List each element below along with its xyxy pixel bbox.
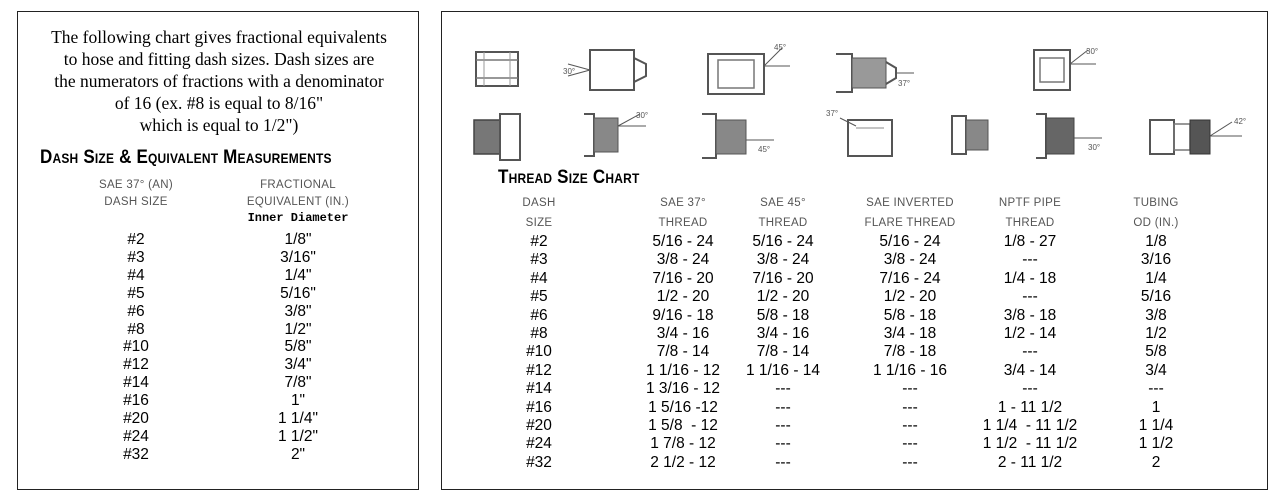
col-header-nptf: THREAD <box>1005 217 1055 229</box>
inverted-flare-37-icon <box>826 104 906 164</box>
tubing-cell: 1 1/2 <box>1138 435 1174 453</box>
nptf-cell: 1/8 - 27 <box>1003 233 1057 250</box>
table-row <box>442 288 1267 306</box>
angle-label: 30° <box>563 67 576 76</box>
angle-label: 30° <box>636 111 649 120</box>
tubing-cell: 1/8 <box>1145 233 1167 250</box>
col-header-tubing: OD (IN.) <box>1133 217 1179 229</box>
flare-fitting-30-icon <box>560 42 650 98</box>
dash-size-cell: #3 <box>127 248 145 266</box>
nptf-cell: 3/4 - 14 <box>1003 361 1057 379</box>
tubing-cell: 1/2 <box>1145 325 1167 342</box>
sae45-cell: 5/16 - 24 <box>752 233 814 250</box>
flare-fitting-37-icon <box>832 48 922 98</box>
inverted-flare-cell: 5/8 - 18 <box>883 306 937 324</box>
dash-cell: #5 <box>530 288 548 306</box>
dash-cell: #12 <box>526 361 552 379</box>
dash-size-cell: #16 <box>123 392 149 410</box>
table-row <box>18 356 418 374</box>
nptf-cell: 1/2 - 14 <box>1003 325 1057 342</box>
intro-text <box>18 26 420 136</box>
angle-label: 30° <box>1088 143 1101 152</box>
inverted-flare-cell: 5/16 - 24 <box>879 233 941 250</box>
sae45-cell: 3/8 - 24 <box>756 251 810 269</box>
inverted-flare-cell: --- <box>902 435 918 453</box>
intro-line: which is equal to 1/2") <box>139 115 299 135</box>
col-header-dash: DASH <box>522 197 556 209</box>
table-row <box>442 417 1267 435</box>
dash-cell: #4 <box>530 269 548 287</box>
sae37-cell: 1/2 - 20 <box>656 288 710 306</box>
dash-size-cell: #20 <box>123 410 149 427</box>
tubing-cell: 1 1/4 <box>1138 417 1174 434</box>
table-row <box>18 285 418 303</box>
dash-size-panel <box>17 11 419 490</box>
sae37-cell: 2 1/2 - 12 <box>650 453 716 471</box>
col-header-fractional: FRACTIONAL <box>260 179 336 191</box>
nptf-cell: --- <box>1022 380 1038 398</box>
sae45-cell: 7/8 - 14 <box>756 343 810 361</box>
sae45-cell: --- <box>775 453 791 471</box>
col-header-sae37: SAE 37° <box>660 197 706 209</box>
angle-label: 37° <box>826 109 839 118</box>
sae45-cell: --- <box>775 435 791 453</box>
dash-cell: #2 <box>530 233 548 250</box>
male-flare-45-icon <box>698 108 780 164</box>
tubing-cell: 3/4 <box>1145 361 1167 379</box>
table-row <box>442 399 1267 417</box>
dash-size-cell: #24 <box>123 427 149 445</box>
table-row <box>18 231 418 249</box>
nptf-cell: 1 - 11 1/2 <box>997 398 1063 416</box>
nptf-cell: 3/8 - 18 <box>1003 306 1057 324</box>
table-row <box>18 392 418 410</box>
inverted-flare-cell: 7/8 - 18 <box>883 343 937 361</box>
nptf-cell: 1/4 - 18 <box>1003 269 1057 287</box>
fraction-cell: 1/8" <box>284 231 312 248</box>
tubing-cell: 3/8 <box>1145 306 1167 324</box>
dash-cell: #8 <box>530 325 548 342</box>
inverted-flare-cell: 1/2 - 20 <box>883 288 937 306</box>
col-header-equivalent: EQUIVALENT (IN.) <box>246 196 350 208</box>
sae37-cell: 3/4 - 16 <box>656 325 710 342</box>
fraction-cell: 3/8" <box>284 302 312 320</box>
table-row <box>18 410 418 428</box>
dash-cell: #32 <box>526 453 552 471</box>
inverted-flare-cell: 1 1/16 - 16 <box>872 361 948 379</box>
sae37-cell: 7/8 - 14 <box>656 343 710 361</box>
angle-label: 37° <box>898 79 911 88</box>
fraction-cell: 3/16" <box>280 248 316 266</box>
dash-cell: #16 <box>526 398 552 416</box>
nptf-cell: 1 1/4 - 11 1/2 <box>982 417 1078 434</box>
pipe-thread-fitting-icon <box>470 110 526 162</box>
col-header-dash-size: DASH SIZE <box>104 196 168 208</box>
dash-size-cell: #6 <box>127 302 145 320</box>
tubing-cell: --- <box>1148 380 1164 398</box>
col-subheader-inner-diameter: Inner Diameter <box>247 211 349 225</box>
table-row <box>442 325 1267 343</box>
inverted-flare-cell: --- <box>902 417 918 434</box>
male-flare-30-icon <box>580 104 660 164</box>
dash-size-cell: #8 <box>127 320 145 338</box>
dash-size-cell: #10 <box>123 338 149 356</box>
sae37-cell: 1 1/16 - 12 <box>645 361 721 379</box>
female-fitting-30-icon <box>1030 40 1110 96</box>
intro-line: to hose and fitting dash sizes. Dash sizes are <box>63 49 375 69</box>
table-row <box>442 270 1267 288</box>
table-row <box>18 374 418 392</box>
table-row <box>18 338 418 356</box>
dash-cell: #20 <box>526 417 552 434</box>
sae37-cell: 7/16 - 20 <box>652 269 714 287</box>
nptf-fitting-icon <box>948 112 994 158</box>
table-row <box>442 251 1267 269</box>
nptf-cell: --- <box>1022 343 1038 361</box>
sae45-cell: 1/2 - 20 <box>756 288 810 306</box>
sae37-cell: 1 7/8 - 12 <box>650 435 716 453</box>
col-header-inverted-flare: FLARE THREAD <box>864 217 956 229</box>
sae37-cell: 1 5/16 -12 <box>648 398 718 416</box>
table-row <box>18 267 418 285</box>
intro-line: The following chart gives fractional equivalents <box>51 27 387 47</box>
dash-cell: #3 <box>530 251 548 269</box>
col-header-sae45: THREAD <box>758 217 808 229</box>
col-header-dash: SIZE <box>525 217 553 229</box>
sae45-cell: 1 1/16 - 14 <box>745 361 821 379</box>
sae45-cell: 7/16 - 20 <box>752 269 814 287</box>
thread-size-panel <box>441 11 1268 490</box>
intro-line: the numerators of fractions with a denominator <box>54 71 384 91</box>
col-header-inverted-flare: SAE INVERTED <box>866 197 954 209</box>
tubing-cell: 2 <box>1151 453 1161 471</box>
col-header-sae37: THREAD <box>658 217 708 229</box>
table-row <box>18 446 418 464</box>
flare-fitting-45-icon <box>704 36 794 98</box>
dash-size-cell: #5 <box>127 284 145 302</box>
female-fitting-icon <box>472 46 522 92</box>
fraction-cell: 5/16" <box>280 284 316 302</box>
table-row <box>442 380 1267 398</box>
inverted-flare-cell: --- <box>902 398 918 416</box>
fraction-cell: 1/2" <box>284 320 312 338</box>
table-row <box>18 428 418 446</box>
dash-size-cell: #12 <box>123 356 149 374</box>
dash-cell: #24 <box>526 435 552 453</box>
dash-size-heading: Dash Size & Equivalent Measurements <box>40 146 332 168</box>
table-row <box>442 362 1267 380</box>
tubing-cell: 3/16 <box>1140 251 1172 269</box>
fraction-cell: 1" <box>290 392 306 410</box>
table-row <box>442 343 1267 361</box>
nptf-cell: 2 - 11 1/2 <box>997 453 1063 471</box>
table-row <box>442 435 1267 453</box>
thread-size-heading: Thread Size Chart <box>498 166 640 188</box>
angle-label: 42° <box>1234 117 1247 126</box>
col-header-tubing: TUBING <box>1133 197 1179 209</box>
tubing-cell: 5/8 <box>1145 343 1167 361</box>
fraction-cell: 3/4" <box>284 356 312 374</box>
angle-label: 45° <box>774 43 787 52</box>
inverted-flare-cell: 7/16 - 24 <box>879 269 941 287</box>
table-row <box>18 303 418 321</box>
sae37-cell: 3/8 - 24 <box>656 251 710 269</box>
table-row <box>442 454 1267 472</box>
fraction-cell: 5/8" <box>284 338 312 356</box>
sae45-cell: 3/4 - 16 <box>756 325 810 342</box>
table-row <box>442 307 1267 325</box>
dash-cell: #14 <box>526 380 552 398</box>
sae37-cell: 5/16 - 24 <box>652 233 714 250</box>
inverted-flare-cell: 3/8 - 24 <box>883 251 937 269</box>
inverted-flare-cell: 3/4 - 18 <box>883 325 937 342</box>
dash-size-cell: #14 <box>123 374 149 392</box>
table-row <box>18 321 418 339</box>
tubing-cell: 1 <box>1151 398 1161 416</box>
sae37-cell: 1 5/8 - 12 <box>648 417 718 434</box>
nptf-cell: --- <box>1022 251 1038 269</box>
dash-size-cell: #32 <box>123 445 149 463</box>
fraction-cell: 1 1/2" <box>278 427 318 445</box>
angle-label: 30° <box>1086 47 1099 56</box>
tubing-cell: 1/4 <box>1145 269 1167 287</box>
inverted-flare-cell: --- <box>902 453 918 471</box>
sae45-cell: --- <box>775 417 791 434</box>
dash-size-cell: #2 <box>127 231 145 248</box>
male-fitting-30-icon <box>1032 108 1112 164</box>
col-header-sae45: SAE 45° <box>760 197 806 209</box>
col-header-nptf: NPTF PIPE <box>998 197 1062 209</box>
nptf-cell: --- <box>1022 288 1038 306</box>
sae45-cell: 5/8 - 18 <box>756 306 810 324</box>
table-row <box>18 249 418 267</box>
intro-line: of 16 (ex. #8 is equal to 8/16" <box>114 93 324 113</box>
inverted-flare-cell: --- <box>902 380 918 398</box>
fraction-cell: 1 1/4" <box>278 410 318 427</box>
angle-label: 45° <box>758 145 771 154</box>
sae45-cell: --- <box>775 380 791 398</box>
sae37-cell: 9/16 - 18 <box>652 306 714 324</box>
fraction-cell: 1/4" <box>284 266 312 284</box>
sae45-cell: --- <box>775 398 791 416</box>
dash-size-cell: #4 <box>127 266 145 284</box>
sae37-cell: 1 3/16 - 12 <box>645 380 721 398</box>
dash-cell: #10 <box>526 343 552 361</box>
col-header-sae37: SAE 37° (AN) <box>98 179 174 191</box>
fraction-cell: 7/8" <box>284 374 312 392</box>
tube-fitting-42-icon <box>1146 106 1258 164</box>
fraction-cell: 2" <box>290 445 306 463</box>
table-row <box>442 233 1267 251</box>
tubing-cell: 5/16 <box>1140 288 1172 306</box>
dash-cell: #6 <box>530 306 548 324</box>
nptf-cell: 1 1/2 - 11 1/2 <box>982 435 1078 453</box>
